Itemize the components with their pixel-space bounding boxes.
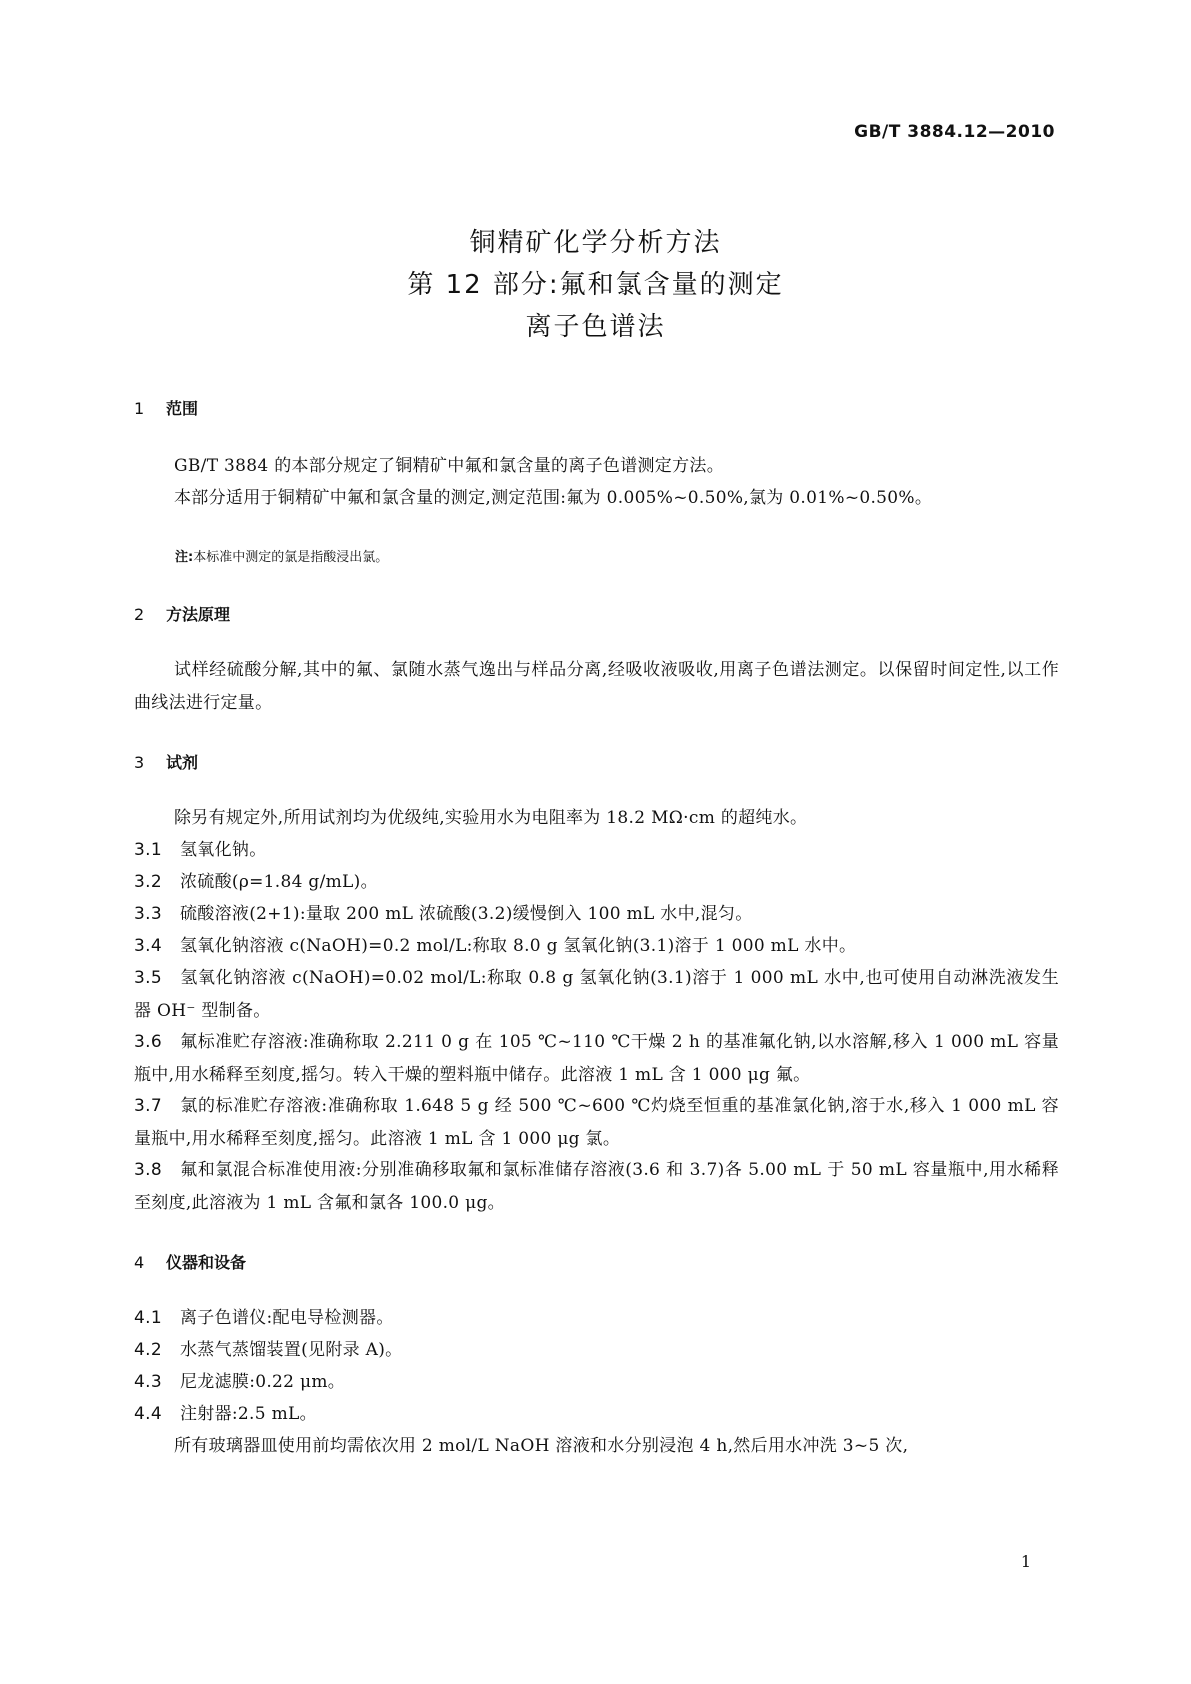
item-number: 3.5 <box>134 968 162 988</box>
equipment-item <box>134 1334 1059 1367</box>
note-text: 本标准中测定的氯是指酸浸出氯。 <box>193 550 389 565</box>
section-4-heading <box>134 1250 246 1273</box>
section-number: 4 <box>134 1253 145 1272</box>
item-number: 3.3 <box>134 904 162 924</box>
item-text: 硫酸溶液(2+1):量取 200 mL 浓硫酸(3.2)缓慢倒入 100 mL 水中,混匀。 <box>180 904 753 924</box>
reagent-item <box>134 1090 1059 1156</box>
item-text: 氯的标准贮存溶液:准确称取 1.648 5 g 经 500 ℃~600 ℃灼烧至恒重的基准氯化钠,溶于水,移入 1 000 mL 容量瓶中,用水稀释至刻度,摇匀。此溶液 1 mL 含 1 000 μg 氯。 <box>134 1096 1059 1149</box>
item-number: 3.2 <box>134 872 162 892</box>
item-number: 4.4 <box>134 1404 162 1424</box>
reagent-item <box>134 1026 1059 1092</box>
section-2-heading <box>134 602 230 625</box>
item-number: 3.8 <box>134 1160 162 1180</box>
equipment-item <box>134 1398 1059 1431</box>
section-title: 方法原理 <box>166 605 231 624</box>
item-text: 氢氧化钠。 <box>180 840 267 860</box>
reagent-item <box>134 866 1059 899</box>
section-3-intro: 除另有规定外,所用试剂均为优级纯,实验用水为电阻率为 18.2 MΩ·cm 的超纯水。 <box>174 808 808 828</box>
document-title <box>0 222 1191 348</box>
equipment-item <box>134 1366 1059 1399</box>
section-3-heading <box>134 750 198 773</box>
item-text: 尼龙滤膜:0.22 μm。 <box>180 1372 346 1392</box>
section-title: 范围 <box>166 399 199 418</box>
title-line-1: 铜精矿化学分析方法 <box>469 228 722 258</box>
reagent-item <box>134 834 1059 867</box>
standard-code: GB/T 3884.12—2010 <box>854 122 1055 142</box>
page-number: 1 <box>1020 1552 1031 1571</box>
item-number: 4.3 <box>134 1372 162 1392</box>
item-number: 3.1 <box>134 840 162 860</box>
item-text: 氢氧化钠溶液 c(NaOH)=0.2 mol/L:称取 8.0 g 氢氧化钠(3.1)溶于 1 000 mL 水中。 <box>180 936 857 956</box>
section-title: 仪器和设备 <box>166 1253 247 1272</box>
section-number: 2 <box>134 605 145 624</box>
section-1-paragraph-1: GB/T 3884 的本部分规定了铜精矿中氟和氯含量的离子色谱测定方法。 <box>174 456 725 476</box>
section-number: 1 <box>134 399 145 418</box>
note-label: 注: <box>175 550 194 565</box>
section-number: 3 <box>134 753 145 772</box>
section-4-tail-paragraph: 所有玻璃器皿使用前均需依次用 2 mol/L NaOH 溶液和水分别浸泡 4 h,然后用水冲洗 3~5 次, <box>174 1436 909 1456</box>
reagent-item <box>134 898 1059 931</box>
item-text: 离子色谱仪:配电导检测器。 <box>180 1308 394 1328</box>
section-1-heading <box>134 396 198 419</box>
item-text: 注射器:2.5 mL。 <box>180 1404 317 1424</box>
item-text: 氟和氯混合标准使用液:分别准确移取氟和氯标准储存溶液(3.6 和 3.7)各 5.00 mL 于 50 mL 容量瓶中,用水稀释至刻度,此溶液为 1 mL 含氟和氯各 100.0 μg。 <box>134 1160 1059 1213</box>
section-1-note <box>175 546 388 565</box>
section-title: 试剂 <box>166 753 199 772</box>
item-number: 3.6 <box>134 1032 162 1052</box>
reagent-item <box>134 930 1059 963</box>
item-text: 水蒸气蒸馏装置(见附录 A)。 <box>180 1340 403 1360</box>
item-number: 3.7 <box>134 1096 162 1116</box>
reagent-item <box>134 962 1059 1028</box>
item-text: 浓硫酸(ρ=1.84 g/mL)。 <box>180 872 378 892</box>
item-number: 4.1 <box>134 1308 162 1328</box>
item-text: 氟标准贮存溶液:准确称取 2.211 0 g 在 105 ℃~110 ℃干燥 2 h 的基准氟化钠,以水溶解,移入 1 000 mL 容量瓶中,用水稀释至刻度,摇匀。转入干燥的塑料瓶中储存。此溶液 1 mL 含 1 000 μg 氟。 <box>134 1032 1059 1085</box>
item-number: 4.2 <box>134 1340 162 1360</box>
item-text: 氢氧化钠溶液 c(NaOH)=0.02 mol/L:称取 0.8 g 氢氧化钠(3.1)溶于 1 000 mL 水中,也可使用自动淋洗液发生器 OH⁻ 型制备。 <box>134 968 1059 1021</box>
section-2-paragraph: 试样经硫酸分解,其中的氟、氯随水蒸气逸出与样品分离,经吸收液吸收,用离子色谱法测定。以保留时间定性,以工作曲线法进行定量。 <box>134 660 1059 713</box>
section-1-paragraph-2: 本部分适用于铜精矿中氟和氯含量的测定,测定范围:氟为 0.005%~0.50%,氯为 0.01%~0.50%。 <box>174 488 933 508</box>
equipment-item <box>134 1302 1059 1335</box>
reagent-item <box>134 1154 1059 1220</box>
title-line-3: 离子色谱法 <box>525 312 666 342</box>
item-number: 3.4 <box>134 936 162 956</box>
title-line-2: 第 12 部分:氟和氯含量的测定 <box>407 270 784 300</box>
